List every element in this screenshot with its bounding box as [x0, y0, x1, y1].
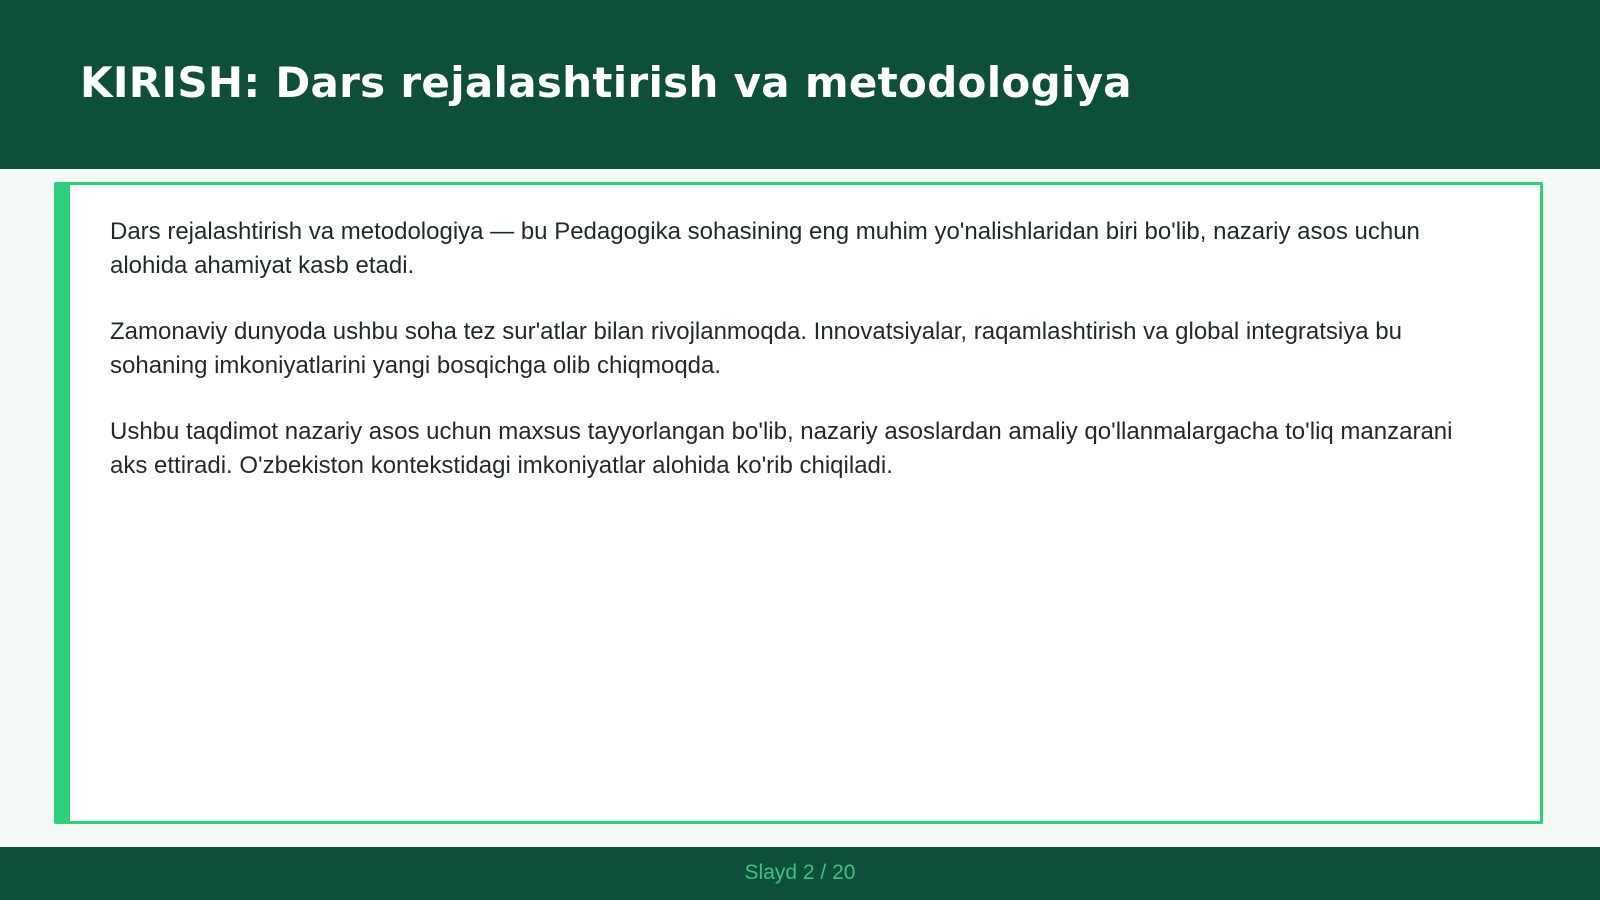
paragraph-intro: Dars rejalashtirish va metodologiya — bu Pedagogika sohasining eng muhim yo'nalishlaridan biri bo'lib, nazariy asos uchun alohida ahamiyat kasb etadi. [110, 218, 1420, 279]
paragraph-presentation-purpose: Ushbu taqdimot nazariy asos uchun maxsus tayyorlangan bo'lib, nazariy asoslardan amaliy qo'llanmalargacha to'liq manzarani aks ettiradi. O'zbekiston kontekstidagi imkoniyatlar alohida ko'rib chiqiladi. [110, 418, 1453, 479]
paragraph-modern-world: Zamonaviy dunyoda ushbu soha tez sur'atlar bilan rivojlanmoqda. Innovatsiyalar, raqamlashtirish va global integratsiya bu sohaning imkoniyatlarini yangi bosqichga olib chiqmoqda. [110, 318, 1402, 379]
slide-title: KIRISH: Dars rejalashtirish va metodologiya [80, 58, 1132, 107]
slide-header [0, 0, 1600, 169]
slide-counter: Slayd 2 / 20 [744, 861, 856, 884]
slide-footer [0, 847, 1600, 900]
content-card [54, 182, 1543, 824]
content-body [110, 215, 1490, 515]
